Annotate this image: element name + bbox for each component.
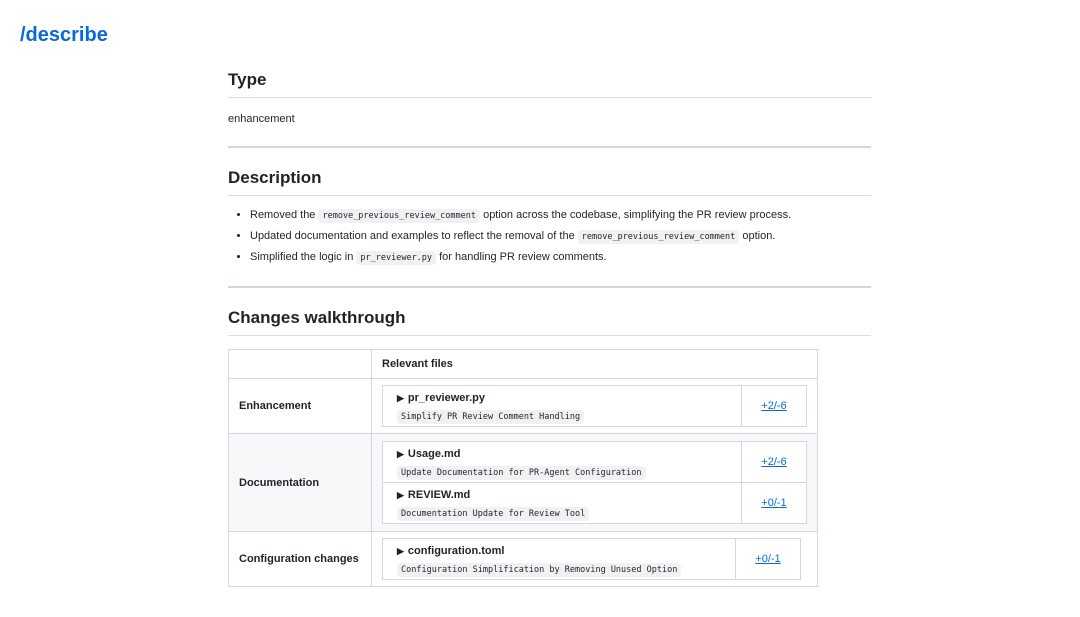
file-name: Usage.md (407, 448, 461, 460)
table-header-row (229, 350, 818, 379)
description-item (250, 247, 871, 268)
table-row-documentation (229, 434, 818, 532)
item-text: Updated documentation and examples to reflect the removal of the (250, 230, 578, 242)
file-info (383, 539, 736, 580)
inline-code: remove_previous_review_comment (578, 230, 740, 244)
item-text: Simplified the logic in (250, 251, 357, 263)
file-info (383, 442, 742, 483)
file-summary: Simplify PR Review Comment Handling (397, 410, 584, 424)
file-row (383, 442, 807, 483)
item-text: option across the codebase, simplifying the PR review process. (480, 209, 792, 221)
relevant-files-header: Relevant files (372, 350, 818, 379)
header-empty-cell (229, 350, 372, 379)
diff-cell (736, 539, 801, 580)
type-heading: Type (228, 70, 871, 98)
file-table (382, 385, 807, 427)
expand-triangle-icon: ▶ (397, 449, 404, 459)
diff-link[interactable]: +2/-6 (761, 456, 787, 468)
file-toggle[interactable] (397, 545, 725, 557)
file-toggle[interactable] (397, 448, 731, 460)
expand-triangle-icon: ▶ (397, 490, 404, 500)
description-heading: Description (228, 168, 871, 196)
file-row (383, 386, 807, 427)
file-toggle[interactable] (397, 489, 731, 501)
description-list (228, 205, 871, 268)
table-row-configuration (229, 532, 818, 587)
file-name: configuration.toml (407, 545, 505, 557)
diff-cell (742, 386, 807, 427)
file-info (383, 386, 742, 427)
files-cell (372, 532, 818, 587)
file-toggle[interactable] (397, 392, 731, 404)
file-name: pr_reviewer.py (407, 392, 485, 404)
walkthrough-heading: Changes walkthrough (228, 308, 871, 336)
section-divider (228, 146, 871, 148)
item-text: Removed the (250, 209, 319, 221)
diff-cell (742, 483, 807, 524)
changes-table (228, 349, 818, 587)
file-info (383, 483, 742, 524)
inline-code: pr_reviewer.py (356, 251, 436, 265)
expand-triangle-icon: ▶ (397, 393, 404, 403)
file-summary: Documentation Update for Review Tool (397, 507, 589, 521)
file-summary: Configuration Simplification by Removing Unused Option (397, 563, 681, 577)
pr-description-body (228, 70, 871, 587)
inline-code: remove_previous_review_comment (318, 209, 480, 223)
files-cell (372, 434, 818, 532)
file-table (382, 441, 807, 524)
category-label: Configuration changes (229, 532, 372, 587)
diff-link[interactable]: +0/-1 (761, 497, 787, 509)
category-label: Documentation (229, 434, 372, 532)
description-item (250, 205, 871, 226)
files-cell (372, 379, 818, 434)
file-name: REVIEW.md (407, 489, 471, 501)
section-divider (228, 286, 871, 288)
category-label: Enhancement (229, 379, 372, 434)
file-table (382, 538, 801, 580)
table-row-enhancement (229, 379, 818, 434)
description-item (250, 226, 871, 247)
file-row (383, 539, 801, 580)
item-text: option. (739, 230, 776, 242)
describe-command-link[interactable]: /describe (20, 24, 108, 46)
diff-link[interactable]: +0/-1 (755, 553, 781, 565)
item-text: for handling PR review comments. (436, 251, 607, 263)
type-value: enhancement (228, 113, 295, 125)
expand-triangle-icon: ▶ (397, 546, 404, 556)
diff-link[interactable]: +2/-6 (761, 400, 787, 412)
file-row (383, 483, 807, 524)
file-summary: Update Documentation for PR-Agent Configuration (397, 466, 646, 480)
diff-cell (742, 442, 807, 483)
